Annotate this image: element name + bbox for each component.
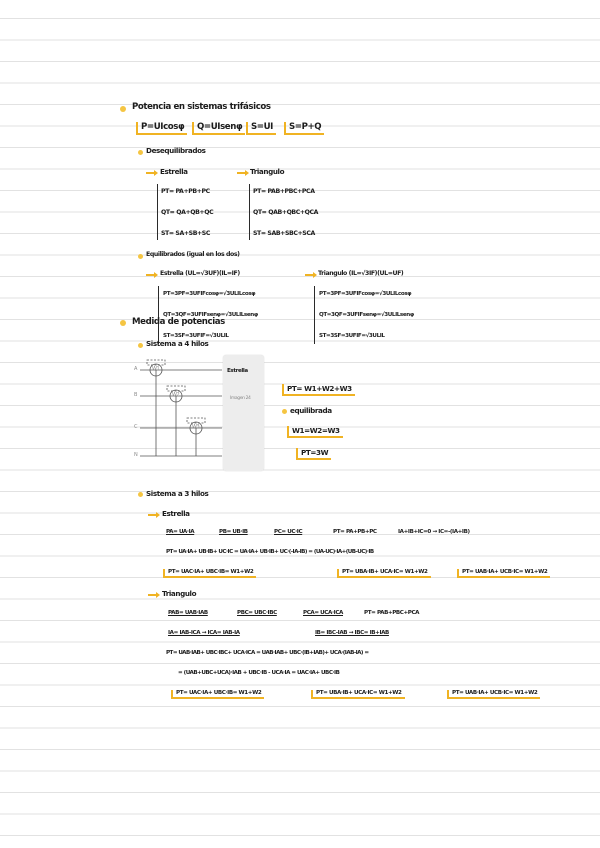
equil-tri-s: ST=3SF=3UFIF=√3ULIL xyxy=(319,333,385,339)
estrella-tag: Estrella xyxy=(227,368,248,374)
sist3-pc: PC= UC·IC xyxy=(274,529,303,535)
bullet-dot-icon xyxy=(138,343,143,348)
sist3-estrella-result-1: PT= UAC·IA+ UBC·IB= W1+W2 xyxy=(163,569,256,578)
circuit-label-b: B xyxy=(134,392,138,398)
sist3-pa: PA= UA·IA xyxy=(166,529,195,535)
sist3-pt-tri-sum: PT= PAB+PBC+PCA xyxy=(364,610,420,616)
bracket-line xyxy=(158,286,159,344)
arrow-icon xyxy=(148,594,157,596)
deseq-title: Desequilibrados xyxy=(146,146,206,155)
sist4-w-eq: W1=W2=W3 xyxy=(287,426,343,438)
equil-estrella-label: Estrella (UL=√3UF)(IL=IF) xyxy=(160,270,240,277)
sist3-tri-expansion-2: = (UAB+UBC+UCA)·IAB + UBC·IB - UCA·IA = UAC·IA+ UBC·IB xyxy=(178,670,340,676)
heading-medida: Medida de potencias xyxy=(132,317,225,327)
sist4-equilibrada: equilibrada xyxy=(290,406,332,415)
sist3-estrella-label: Estrella xyxy=(162,509,190,518)
circuit-label-a: A xyxy=(134,366,138,372)
meter-w3: W3 xyxy=(192,424,200,430)
bullet-dot-icon xyxy=(138,492,143,497)
arrow-icon xyxy=(146,172,155,174)
arrow-icon xyxy=(146,274,155,276)
sist4-pt3w: PT=3W xyxy=(296,448,331,460)
bullet-dot-icon xyxy=(120,320,126,326)
deseq-triangulo-label: Triangulo xyxy=(250,167,285,176)
sist3-pbc: PBC= UBC·IBC xyxy=(237,610,277,616)
arrow-icon xyxy=(237,172,246,174)
sist3-tri-expansion-1: PT= UAB·IAB+ UBC·IBC+ UCA·ICA = UAB·IAB+ UBC·(IB+IAB)+ UCA·(IAB-IA) = xyxy=(166,650,369,656)
sist3-pab: PAB= UAB·IAB xyxy=(168,610,208,616)
bracket-line xyxy=(249,184,250,240)
sist3-title: Sistema a 3 hilos xyxy=(146,489,209,498)
sist3-pca: PCA= UCA·ICA xyxy=(303,610,343,616)
formula-p: P=UIcosφ xyxy=(136,122,187,135)
meter-w2: W2 xyxy=(172,392,180,398)
bracket-line xyxy=(314,286,315,344)
deseq-estrella-s: ST= SA+SB+SC xyxy=(161,230,210,237)
deseq-tri-q: QT= QAB+QBC+QCA xyxy=(253,209,319,216)
bullet-dot-icon xyxy=(282,409,287,414)
sist3-tri-result-3: PT= UAB·IA+ UCB·IC= W1+W2 xyxy=(447,690,540,699)
equil-tri-q: QT=3QF=3UFIFsenφ=√3ULILsenφ xyxy=(319,312,414,318)
equil-tri-p: PT=3PF=3UFIFcosφ=√3ULILcosφ xyxy=(319,291,412,297)
equil-title: Equilibrados (igual en los dos) xyxy=(146,251,240,258)
bullet-dot-icon xyxy=(120,106,126,112)
formula-s: S=UI xyxy=(246,122,276,135)
deseq-estrella-q: QT= QA+QB+QC xyxy=(161,209,214,216)
sist4-pt: PT= W1+W2+W3 xyxy=(282,384,355,396)
deseq-tri-p: PT= PAB+PBC+PCA xyxy=(253,188,315,195)
bullet-dot-icon xyxy=(138,254,143,259)
equil-estrella-s: ST=3SF=3UFIF=√3ULIL xyxy=(163,333,229,339)
formula-s-sum: S=P+Q xyxy=(284,122,324,135)
sist3-estrella-pt-expansion: PT= UA·IA+ UB·IB+ UC·IC = UA·IA+ UB·IB+ UC·(-IA-IB) = (UA-UC)·IA+(UB-UC)·IB xyxy=(166,549,374,555)
sist3-ib-relation: IB= IBC-IAB → IBC= IB+IAB xyxy=(315,630,389,636)
sist3-pt-sum: PT= PA+PB+PC xyxy=(333,529,377,535)
sist4-title: Sistema a 4 hilos xyxy=(146,339,209,348)
sist3-ia-relation: IA= IAB-ICA → ICA= IAB-IA xyxy=(168,630,240,636)
equil-estrella-q: QT=3QF=3UFIFsenφ=√3ULILsenφ xyxy=(163,312,258,318)
deseq-tri-s: ST= SAB+SBC+SCA xyxy=(253,230,315,237)
formula-q: Q=UIsenφ xyxy=(192,122,245,135)
circuit-diagram-4-hilos xyxy=(134,356,224,466)
bullet-dot-icon xyxy=(138,150,143,155)
meter-w1: W1 xyxy=(152,366,160,372)
arrow-icon xyxy=(148,514,157,516)
arrow-icon xyxy=(305,274,314,276)
sist3-pb: PB= UB·IB xyxy=(219,529,248,535)
sist3-tri-result-2: PT= UBA·IB+ UCA·IC= W1+W2 xyxy=(311,690,405,699)
bracket-line xyxy=(157,184,158,240)
sist3-triangulo-label: Triangulo xyxy=(162,589,197,598)
circuit-label-n: N xyxy=(134,452,138,458)
image-label: Imagen 24 xyxy=(230,396,251,401)
equil-triangulo-label: Triangulo (IL=√3IF)(UL=UF) xyxy=(318,270,404,277)
deseq-estrella-label: Estrella xyxy=(160,167,188,176)
sist3-i-sum: IA+IB+IC=0 → IC=-(IA+IB) xyxy=(398,529,470,535)
sist3-estrella-result-3: PT= UAB·IA+ UCB·IC= W1+W2 xyxy=(457,569,550,578)
equil-estrella-p: PT=3PF=3UFIFcosφ=√3ULILcosφ xyxy=(163,291,256,297)
deseq-estrella-p: PT= PA+PB+PC xyxy=(161,188,210,195)
sist3-estrella-result-2: PT= UBA·IB+ UCA·IC= W1+W2 xyxy=(337,569,431,578)
sist3-tri-result-1: PT= UAC·IA+ UBC·IB= W1+W2 xyxy=(171,690,264,699)
circuit-label-c: C xyxy=(134,424,138,430)
heading-potencia: Potencia en sistemas trifásicos xyxy=(132,102,271,112)
